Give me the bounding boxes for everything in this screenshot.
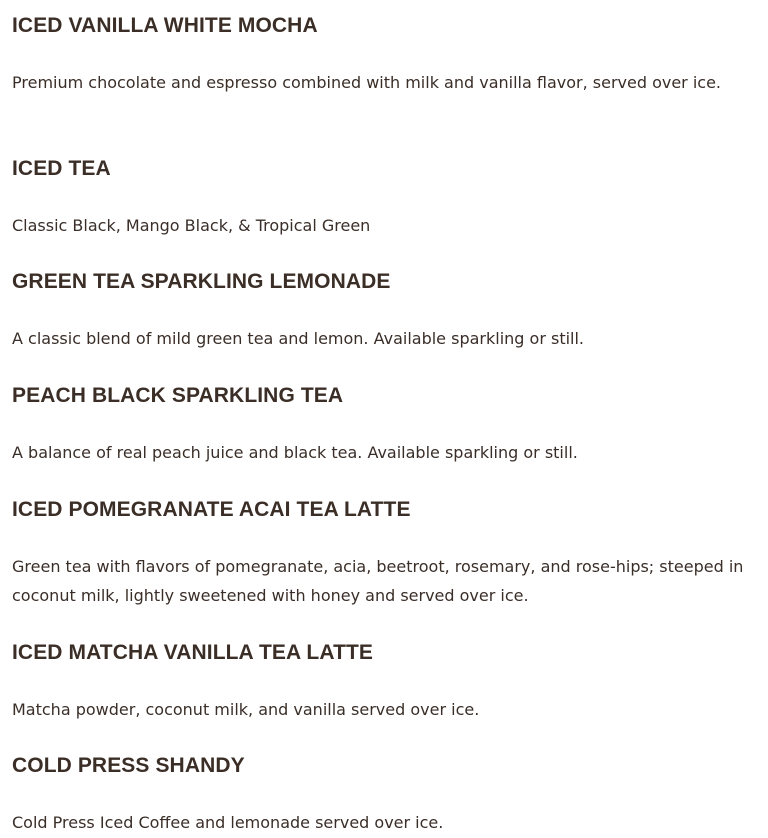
- menu-item-description: Matcha powder, coconut milk, and vanilla served over ice.: [12, 700, 480, 719]
- menu-item-title: ICED VANILLA WHITE MOCHA: [12, 14, 318, 37]
- menu-item-description: Green tea with flavors of pomegranate, acia, beetroot, rosemary, and rose-hips; steeped in coconut milk, lightly sweetened with honey and served over ice.: [12, 557, 744, 605]
- menu-item-description: Premium chocolate and espresso combined with milk and vanilla flavor, served over ice.: [12, 73, 722, 92]
- menu-item-description: Classic Black, Mango Black, & Tropical Green: [12, 216, 371, 235]
- menu-item-title: PEACH BLACK SPARKLING TEA: [12, 384, 344, 407]
- menu-item-title: COLD PRESS SHANDY: [12, 754, 245, 777]
- menu-item-description: A balance of real peach juice and black tea. Available sparkling or still.: [12, 443, 578, 462]
- menu-item-title: ICED MATCHA VANILLA TEA LATTE: [12, 641, 374, 664]
- menu-item-description: Cold Press Iced Coffee and lemonade served over ice.: [12, 813, 444, 832]
- menu-item-title: ICED POMEGRANATE ACAI TEA LATTE: [12, 498, 411, 521]
- menu-item-title: GREEN TEA SPARKLING LEMONADE: [12, 270, 391, 293]
- menu-item-title: ICED TEA: [12, 157, 111, 180]
- menu-item-description: A classic blend of mild green tea and lemon. Available sparkling or still.: [12, 329, 585, 348]
